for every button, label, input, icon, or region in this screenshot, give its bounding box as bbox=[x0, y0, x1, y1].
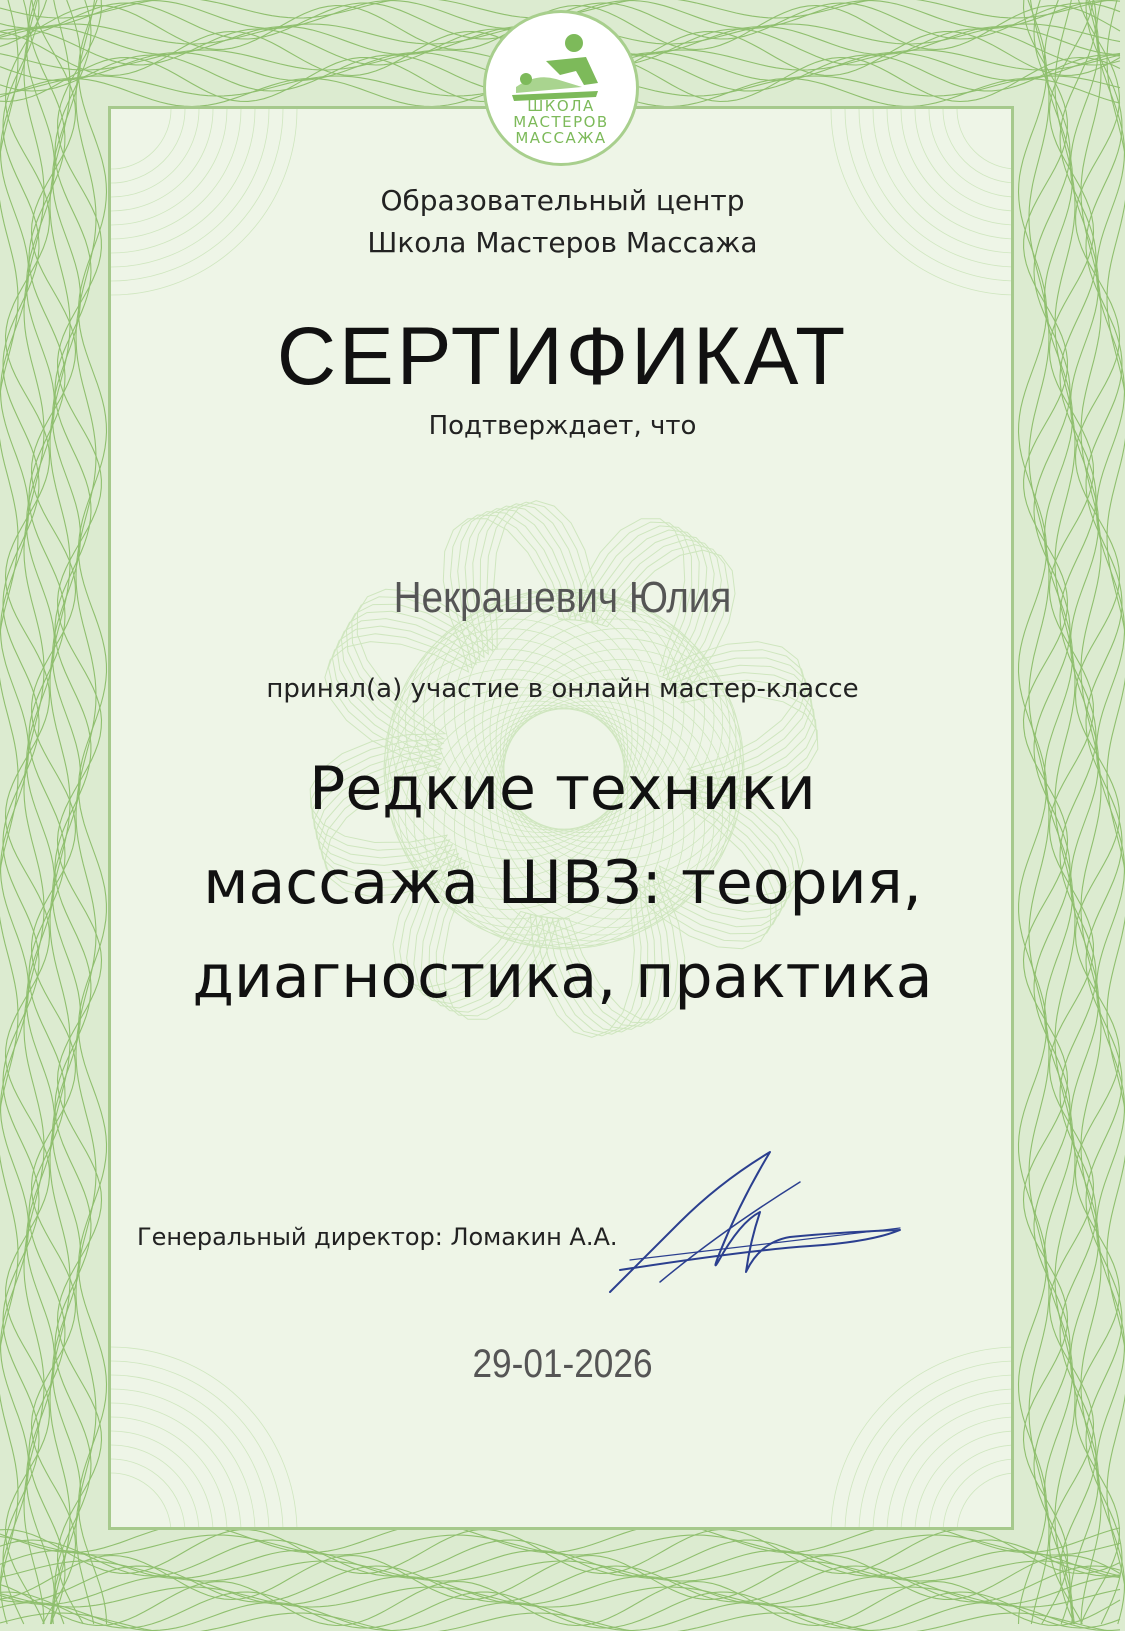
school-logo bbox=[483, 10, 639, 166]
participation-text: принял(а) участие в онлайн мастер-классе bbox=[266, 674, 859, 704]
course-title-line-2: массажа ШВЗ: теория, bbox=[203, 848, 922, 918]
organization-line-2: Школа Мастеров Массажа bbox=[367, 226, 758, 259]
director-signature bbox=[600, 1142, 920, 1302]
logo-text-line-3: МАССАЖА bbox=[515, 129, 607, 147]
logo-text-line-2: МАСТЕРОВ bbox=[513, 113, 609, 131]
confirms-text: Подтверждает, что bbox=[428, 411, 697, 441]
organization-line-1: Образовательный центр bbox=[380, 184, 745, 217]
issue-date: 29-01-2026 bbox=[472, 1342, 653, 1386]
course-title-line-1: Редкие техники bbox=[309, 754, 816, 824]
recipient-name: Некрашевич Юлия bbox=[393, 573, 732, 622]
certificate-title: СЕРТИФИКАТ bbox=[276, 311, 849, 402]
director-signature-line: Генеральный директор: Ломакин А.А. bbox=[137, 1223, 618, 1251]
logo-text-line-1: ШКОЛА bbox=[527, 97, 595, 115]
course-title-line-3: диагностика, практика bbox=[192, 942, 933, 1012]
